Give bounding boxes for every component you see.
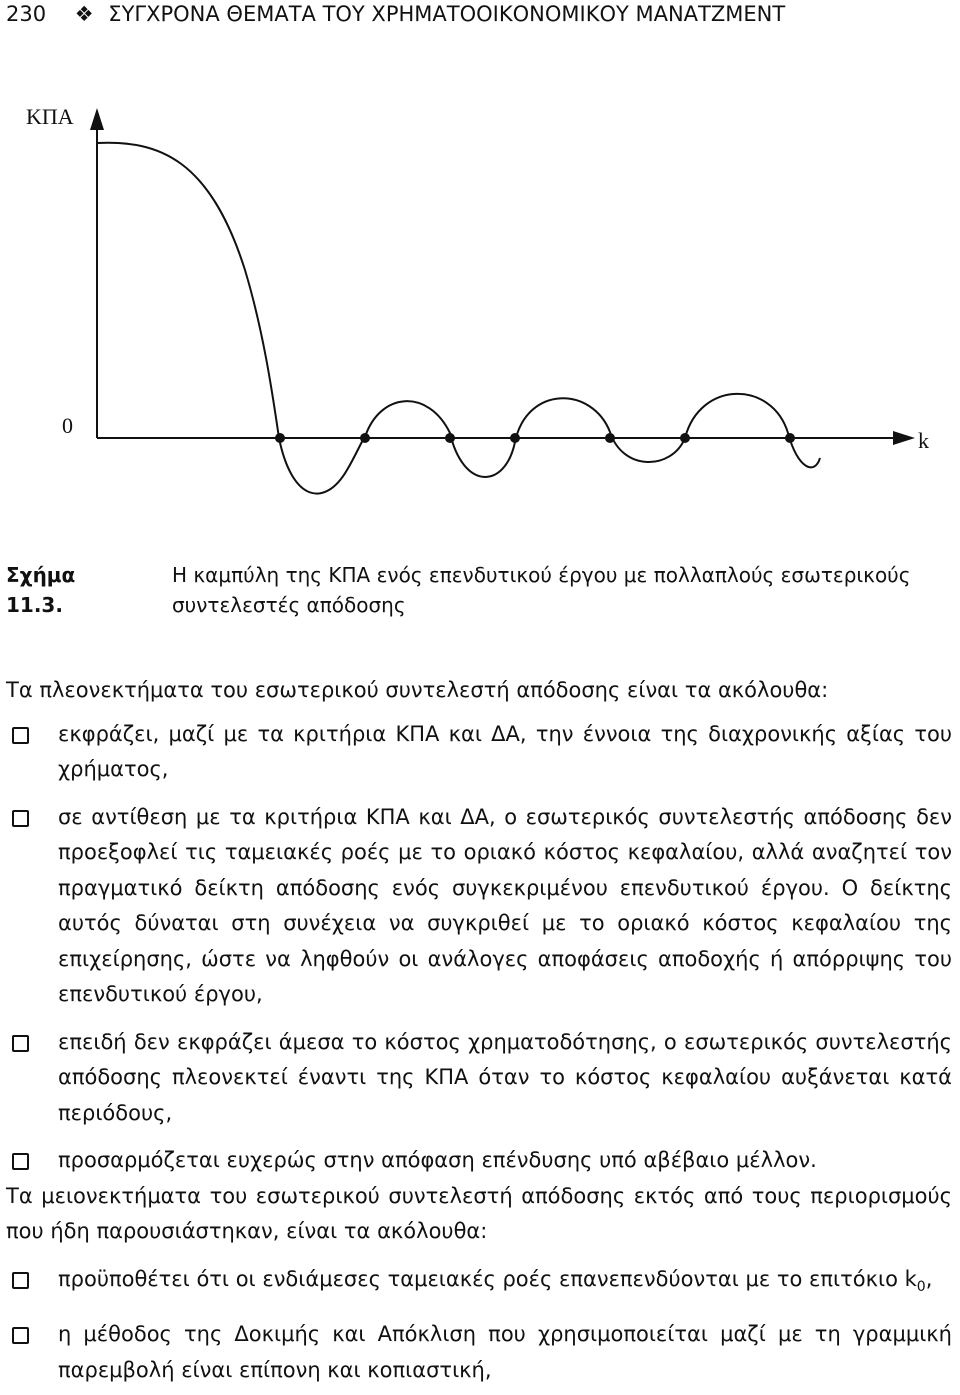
figure-number: Σχήμα 11.3. bbox=[6, 563, 76, 617]
irr-point bbox=[605, 433, 615, 443]
origin-label: 0 bbox=[62, 413, 73, 438]
irr-point bbox=[275, 433, 285, 443]
list-item-text: η μέθοδος της Δοκιμής και Απόκλιση που χρησιμοποιείται μαζί με τη γραμμική παρεμβολή είναι επίπονη και κοπιαστική, bbox=[58, 1322, 952, 1382]
checkbox-bullet-icon bbox=[12, 1153, 29, 1170]
checkbox-bullet-icon bbox=[12, 810, 29, 827]
x-axis-arrow bbox=[893, 431, 915, 445]
subscript-zero: 0 bbox=[916, 1278, 926, 1295]
running-title: ΣΥΓΧΡΟΝΑ ΘΕΜΑΤΑ ΤΟΥ ΧΡΗΜΑΤΟΟΙΚΟΝΟΜΙΚΟΥ ΜΑΝΑΤΖΜΕΝΤ bbox=[108, 2, 786, 26]
irr-point bbox=[510, 433, 520, 443]
page-number: 230 bbox=[6, 2, 47, 26]
npv-curve bbox=[97, 143, 820, 494]
y-axis-arrow bbox=[90, 108, 104, 130]
npv-curve-figure bbox=[0, 90, 960, 550]
page-header bbox=[6, 2, 785, 26]
caption-text: Η καμπύλη της ΚΠΑ ενός επενδυτικού έργου με πολλαπλούς εσωτερικούς συντελεστές απόδοσης bbox=[172, 563, 911, 617]
list-item-text: εκφράζει, μαζί με τα κριτήρια ΚΠΑ και ΔΑ, την έννοια της διαχρονικής αξίας του χρήματος, bbox=[58, 721, 952, 781]
disadvantages-intro: Τα μειονεκτήματα του εσωτερικού συντελεστή απόδοσης εκτός από τους περιορισμούς που ήδη παρουσιάστηκαν, είναι τα ακόλουθα: bbox=[6, 1183, 952, 1243]
list-item-text: προϋποθέτει ότι οι ενδιάμεσες ταμειακές ροές επανεπενδύονται με το επιτόκιο k bbox=[58, 1266, 917, 1291]
irr-point bbox=[785, 433, 795, 443]
list-item bbox=[6, 1317, 952, 1388]
advantages-intro: Τα πλεονεκτήματα του εσωτερικού συντελεστή απόδοσης είναι τα ακόλουθα: bbox=[6, 678, 829, 702]
diamond-ornament-icon: ❖ bbox=[74, 2, 94, 26]
checkbox-bullet-icon bbox=[12, 1327, 29, 1344]
y-axis-label: ΚΠΑ bbox=[26, 104, 74, 129]
checkbox-bullet-icon bbox=[12, 1272, 29, 1289]
list-item bbox=[6, 800, 952, 1013]
list-item bbox=[6, 1262, 952, 1306]
irr-point bbox=[360, 433, 370, 443]
list-item bbox=[6, 717, 952, 788]
list-item-end: , bbox=[925, 1266, 933, 1291]
irr-point bbox=[445, 433, 455, 443]
list-item bbox=[6, 1143, 952, 1179]
body-text bbox=[6, 673, 952, 1388]
x-axis-label: k bbox=[918, 428, 929, 453]
list-item bbox=[6, 1025, 952, 1132]
checkbox-bullet-icon bbox=[12, 727, 29, 744]
list-item-text: επειδή δεν εκφράζει άμεσα το κόστος χρηματοδότησης, ο εσωτερικός συντελεστής απόδοσης πλεονεκτεί έναντι της ΚΠΑ όταν το κόστος κεφαλαίου αυξάνεται κατά περιόδους, bbox=[58, 1029, 952, 1125]
list-item-text: προσαρμόζεται ευχερώς στην απόφαση επένδυσης υπό αβέβαιο μέλλον. bbox=[58, 1148, 817, 1172]
list-item-text: σε αντίθεση με τα κριτήρια ΚΠΑ και ΔΑ, ο εσωτερικός συντελεστής απόδοσης δεν προεξοφλεί τις ταμειακές ροές με το οριακό κόστος κεφαλαίου, αλλά αναζητεί τον πραγματικό δείκτη απόδοσης ενός συγκεκριμένου επενδυτικού έργου. Ο δείκτης αυτός δύναται στη συνέχεια να συγκριθεί με το οριακό κόστος κεφαλαίου της επιχείρησης, ώστε να ληφθούν οι ανάλογες αποφάσεις αποδοχής ή απόρριψης του επενδυτικού έργου, bbox=[58, 804, 952, 1006]
irr-point bbox=[680, 433, 690, 443]
checkbox-bullet-icon bbox=[12, 1035, 29, 1052]
